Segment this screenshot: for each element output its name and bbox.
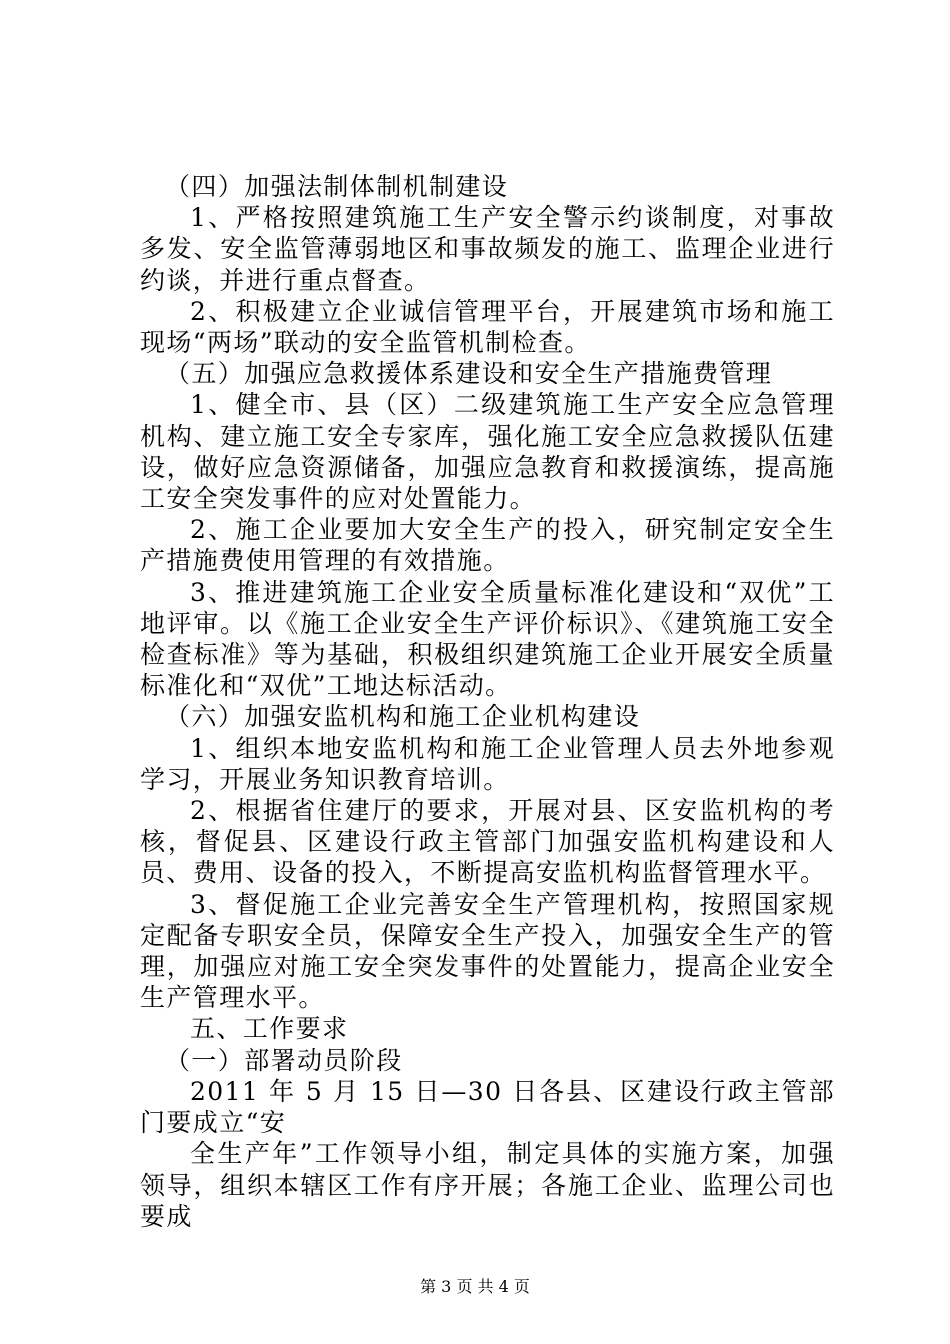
paragraph: 1、健全市、县（区）二级建筑施工生产安全应急管理机构、建立施工安全专家库，强化施工安全应急救援队伍建设，做好应急资源储备，加强应急教育和救援演练，提高施工安全突发事件的应对处置能力。 xyxy=(140,390,835,514)
paragraph: 2、积极建立企业诚信管理平台，开展建筑市场和施工现场“两场”联动的安全监管机制检查。 xyxy=(140,296,835,358)
page-footer: 第 3 页 共 4 页 xyxy=(420,1277,530,1296)
section-heading: （四）加强法制体制机制建设 xyxy=(165,172,509,201)
paragraph: 2、根据省住建厅的要求，开展对县、区安监机构的考核，督促县、区建设行政主管部门加强安监机构建设和人员、费用、设备的投入，不断提高安监机构监督管理水平。 xyxy=(140,796,835,888)
document-body xyxy=(140,171,835,1232)
section-heading: （一）部署动员阶段 xyxy=(165,1045,403,1075)
paragraph: 2、施工企业要加大安全生产的投入，研究制定安全生产措施费使用管理的有效措施。 xyxy=(140,515,835,576)
section-heading: （五）加强应急救援体系建设和安全生产措施费管理 xyxy=(165,359,773,389)
section-heading: （六）加强安监机构和施工企业机构建设 xyxy=(165,702,641,732)
paragraph: 3、督促施工企业完善安全生产管理机构，按照国家规定配备专职安全员，保障安全生产投入，加强安全生产的管理，加强应对施工安全突发事件的处置能力，提高企业安全生产管理水平。 xyxy=(140,889,835,1013)
paragraph: 1、严格按照建筑施工生产安全警示约谈制度，对事故多发、安全监管薄弱地区和事故频发的施工、监理企业进行约谈，并进行重点督查。 xyxy=(140,203,835,295)
paragraph: 1、组织本地安监机构和施工企业管理人员去外地参观学习，开展业务知识教育培训。 xyxy=(140,733,835,794)
paragraph: 2011 年 5 月 15 日—30 日各县、区建设行政主管部门要成立“安 xyxy=(140,1076,835,1138)
paragraph: 3、推进建筑施工企业安全质量标准化建设和“双优”工地评审。以《施工企业安全生产评价标识》、《建筑施工安全检查标准》等为基础，积极组织建筑施工企业开展安全质量标准化和“双优”工地达标活动。 xyxy=(140,577,835,701)
paragraph: 全生产年”工作领导小组，制定具体的实施方案，加强领导，组织本辖区工作有序开展；各施工企业、监理公司也要成 xyxy=(140,1139,835,1231)
chapter-heading: 五、工作要求 xyxy=(190,1014,349,1044)
